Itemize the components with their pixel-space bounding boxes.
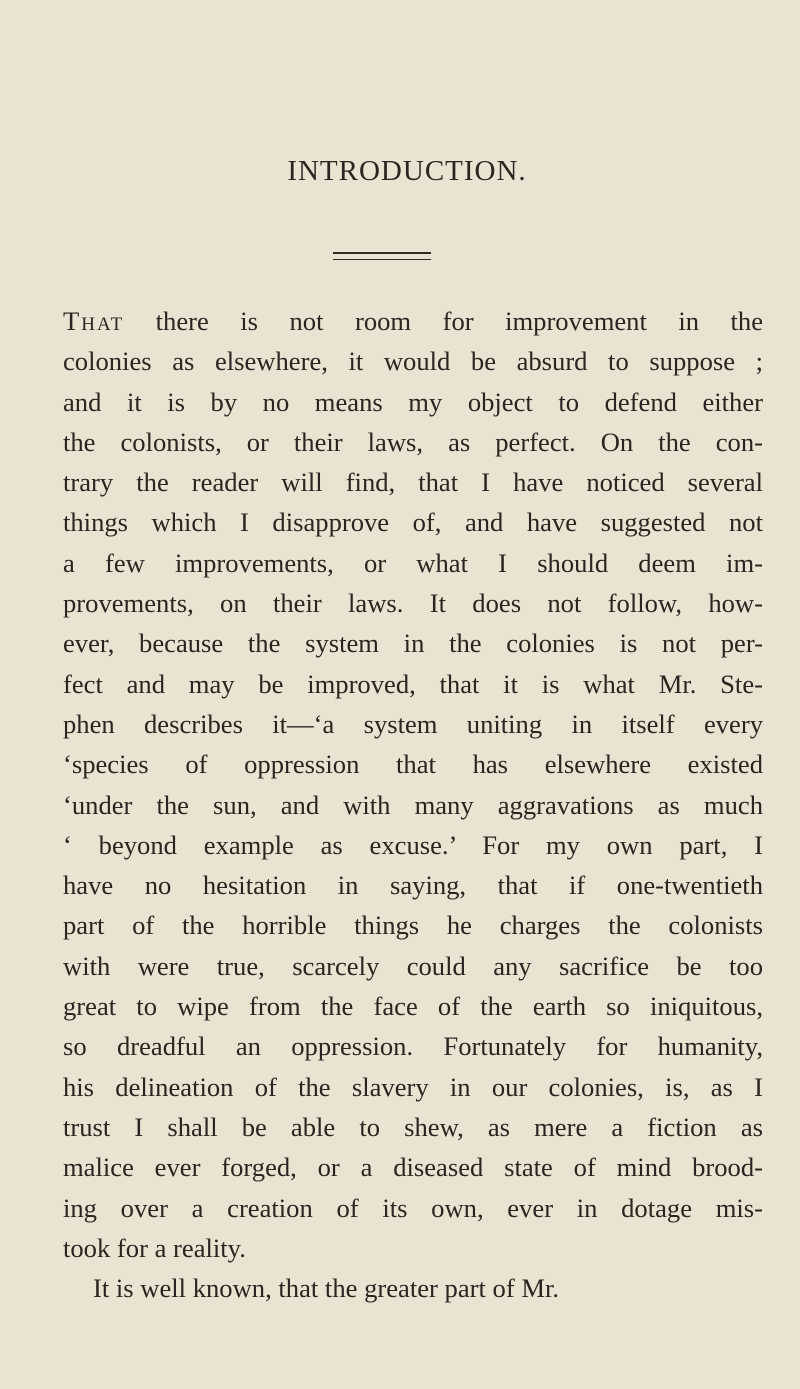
text-line: ever, because the system in the colonies is not per-: [63, 628, 763, 659]
text-line: and it is by no means my object to defend either: [63, 386, 763, 417]
text-line: It is well known, that the greater part of Mr.: [93, 1273, 560, 1304]
text-line: part of the horrible things he charges the colonists: [63, 910, 763, 941]
text-line: ‘ beyond example as excuse.’ For my own part, I: [63, 829, 763, 860]
ornamental-rule-thick: [333, 252, 431, 254]
text-line: provements, on their laws. It does not follow, how-: [63, 588, 763, 619]
text-line: the colonists, or their laws, as perfect. On the con-: [63, 426, 763, 457]
text-line: a few improvements, or what I should deem im-: [63, 547, 763, 578]
text-line: trust I shall be able to shew, as mere a fiction as: [63, 1111, 763, 1142]
text-line: malice ever forged, or a diseased state of mind brood-: [63, 1152, 763, 1183]
text-line: his delineation of the slavery in our colonies, is, as I: [63, 1071, 763, 1102]
text-line: things which I disapprove of, and have suggested not: [63, 507, 763, 538]
text-line: so dreadful an oppression. Fortunately for humanity,: [63, 1031, 763, 1062]
ornamental-rule-thin: [333, 259, 431, 260]
text-line: fect and may be improved, that it is what Mr. Ste-: [63, 668, 763, 699]
text-line: great to wipe from the face of the earth so iniquitous,: [63, 991, 763, 1022]
text-line: trary the reader will find, that I have noticed several: [63, 467, 763, 498]
text-line: have no hesitation in saying, that if one-twentieth: [63, 870, 763, 901]
text-line: That there is not room for improvement in the: [63, 306, 763, 336]
text-line: ‘under the sun, and with many aggravations as much: [63, 789, 763, 820]
text-line: colonies as elsewhere, it would be absurd to suppose ;: [63, 346, 763, 377]
text-line: took for a reality.: [63, 1232, 246, 1263]
text-line: ‘species of oppression that has elsewhere existed: [63, 749, 763, 780]
opening-word: That: [63, 306, 125, 336]
text-line: ing over a creation of its own, ever in dotage mis-: [63, 1192, 763, 1223]
text-line: phen describes it—‘a system uniting in itself every: [63, 708, 763, 739]
text-line: with were true, scarcely could any sacrifice be too: [63, 950, 763, 981]
body-text: [63, 301, 763, 1308]
chapter-heading: INTRODUCTION.: [287, 155, 527, 187]
